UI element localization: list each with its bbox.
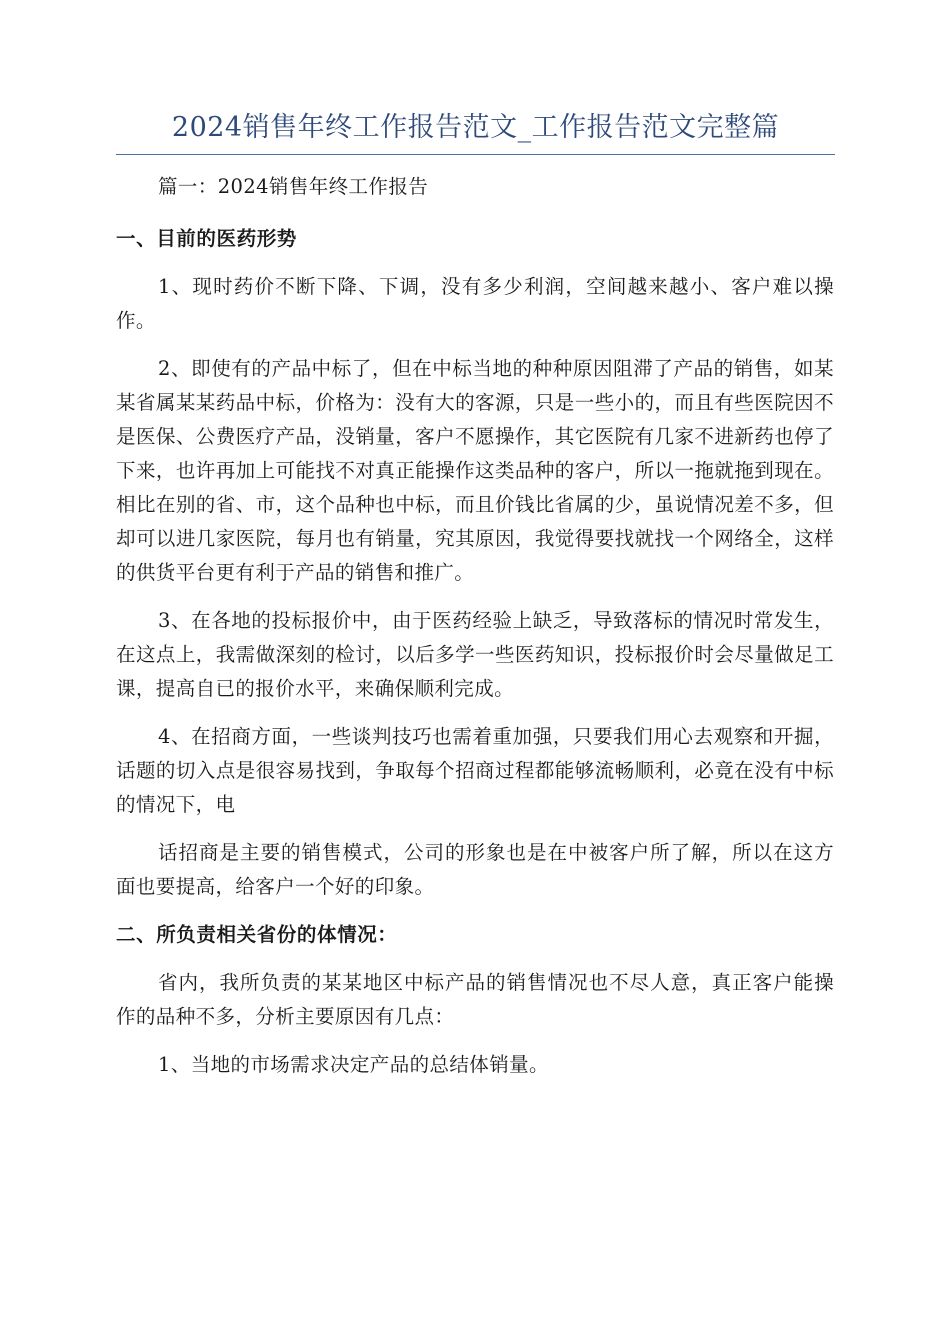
paragraph: 4、在招商方面，一些谈判技巧也需着重加强，只要我们用心去观察和开掘，话题的切入点是很容易找到，争取每个招商过程都能够流畅顺利，必竟在没有中标的情况下，电 [116, 725, 834, 816]
paragraph: 话招商是主要的销售模式，公司的形象也是在中被客户所了解，所以在这方面也要提高，给客户一个好的印象。 [116, 841, 834, 898]
title-underline [116, 154, 835, 155]
paragraph: 1、现时药价不断下降、下调，没有多少利润，空间越来越小、客户难以操作。 [116, 275, 834, 332]
intro-line: 篇一：2024销售年终工作报告 [158, 175, 429, 198]
paragraph: 省内，我所负责的某某地区中标产品的销售情况也不尽人意，真正客户能操作的品种不多，分析主要原因有几点： [116, 971, 834, 1028]
section-heading-1: 一、目前的医药形势 [116, 227, 297, 250]
paragraph: 3、在各地的投标报价中，由于医药经验上缺乏，导致落标的情况时常发生，在这点上，我需做深刻的检讨，以后多学一些医药知识，投标报价时会尽量做足工课，提高自已的报价水平，来确保顺利完成。 [116, 609, 834, 700]
document-title: 2024销售年终工作报告范文_工作报告范文完整篇 [171, 112, 780, 143]
paragraph: 1、当地的市场需求决定产品的总结体销量。 [158, 1053, 549, 1076]
document-body [116, 170, 834, 1096]
paragraph: 2、即使有的产品中标了，但在中标当地的种种原因阻滞了产品的销售，如某某省属某某药品中标，价格为：没有大的客源，只是一些小的，而且有些医院因不是医保、公费医疗产品，没销量，客户不愿操作，其它医院有几家不进新药也停了下来，也许再加上可能找不对真正能操作这类品种的客户，所以一拖就拖到现在。相比在别的省、市，这个品种也中标，而且价钱比省属的少，虽说情况差不多，但却可以进几家医院，每月也有销量，究其原因，我觉得要找就找一个网络全，这样的供货平台更有利于产品的销售和推广。 [116, 357, 834, 584]
section-heading-2: 二、所负责相关省份的体情况： [116, 923, 398, 946]
